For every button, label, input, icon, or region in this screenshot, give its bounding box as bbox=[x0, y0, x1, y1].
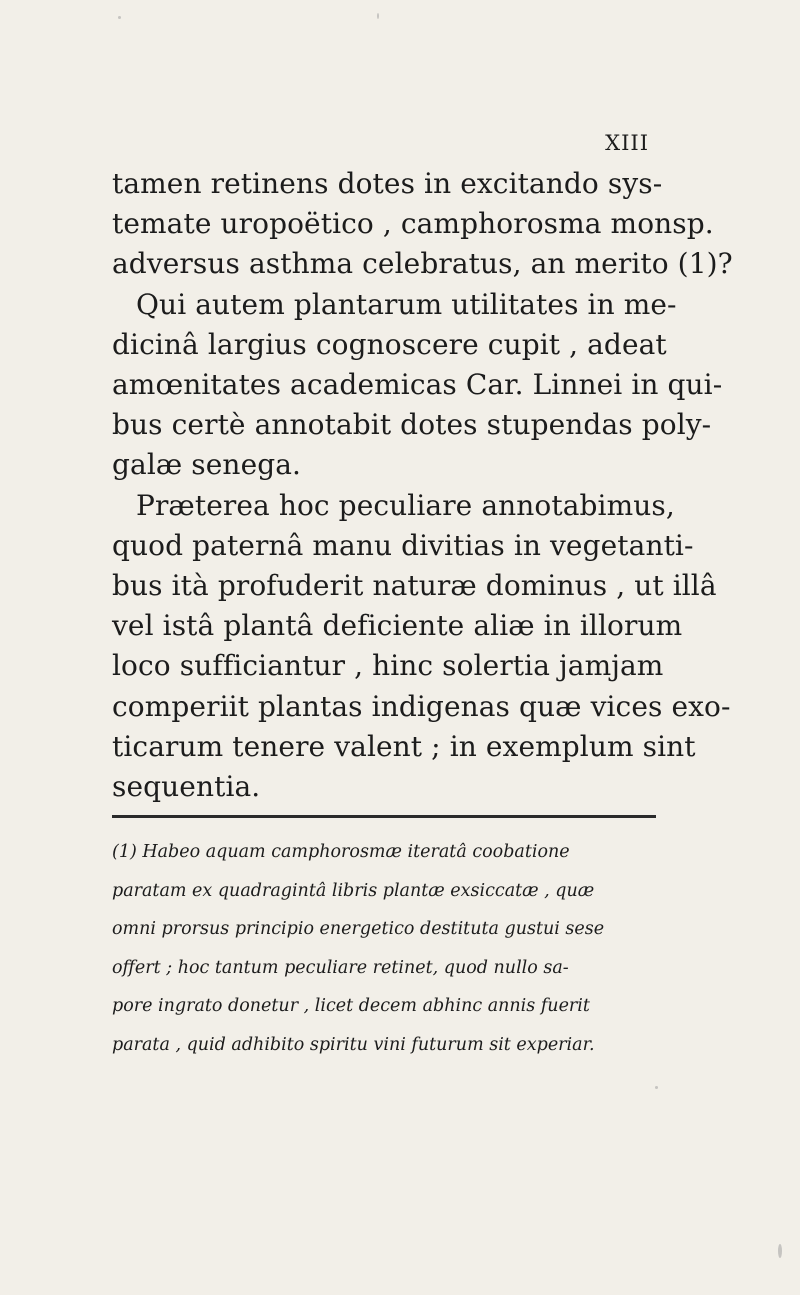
body-line: amœnitates academicas Car. Linnei in qui- bbox=[112, 368, 723, 402]
body-line: temate uropoëtico , camphorosma monsp. bbox=[112, 207, 714, 241]
paper-speck bbox=[377, 13, 379, 19]
body-line: comperiit plantas indigenas quæ vices exo- bbox=[112, 689, 731, 723]
body-line: ticarum tenere valent ; in exemplum sint bbox=[112, 729, 696, 763]
body-line: bus ità profuderit naturæ dominus , ut illâ bbox=[112, 569, 717, 603]
body-line: Qui autem plantarum utilitates in me- bbox=[136, 287, 677, 321]
body-line: loco sufficiantur , hinc solertia jamjam bbox=[112, 649, 664, 683]
footnote-line: offert ; hoc tantum peculiare retinet, quod nullo sa- bbox=[112, 957, 569, 978]
footnote-line: omni prorsus principio energetico destituta gustui sese bbox=[112, 919, 605, 939]
footnote-line: paratam ex quadragintâ libris plantæ exsiccatæ , quæ bbox=[112, 880, 595, 901]
body-line: bus certè annotabit dotes stupendas poly- bbox=[112, 408, 712, 442]
body-line: adversus asthma celebratus, an merito (1)? bbox=[112, 247, 733, 281]
paper-speck bbox=[778, 1244, 782, 1258]
body-text bbox=[112, 164, 733, 807]
footnote-line: pore ingrato donetur , licet decem abhinc annis fuerit bbox=[112, 996, 590, 1016]
footnote-divider bbox=[112, 815, 656, 818]
body-line: tamen retinens dotes in excitando sys- bbox=[112, 167, 663, 200]
paper-speck bbox=[118, 16, 121, 19]
body-line: vel istâ plantâ deficiente aliæ in illorum bbox=[112, 609, 683, 643]
footnote-line: (1) Habeo aquam camphorosmæ iteratâ coobatione bbox=[112, 842, 570, 862]
footnote-line: parata , quid adhibito spiritu vini futurum sit experiar. bbox=[112, 1034, 595, 1055]
body-line: sequentia. bbox=[112, 770, 261, 804]
footnote bbox=[112, 833, 657, 1064]
paper-speck bbox=[655, 1086, 658, 1089]
body-line: dicinâ largius cognoscere cupit , adeat bbox=[112, 327, 667, 361]
body-line: galæ senega. bbox=[112, 448, 302, 482]
page-number: XIII bbox=[605, 131, 649, 155]
body-line: quod paternâ manu divitias in vegetanti- bbox=[112, 528, 694, 562]
body-line: Præterea hoc peculiare annotabimus, bbox=[136, 488, 675, 522]
